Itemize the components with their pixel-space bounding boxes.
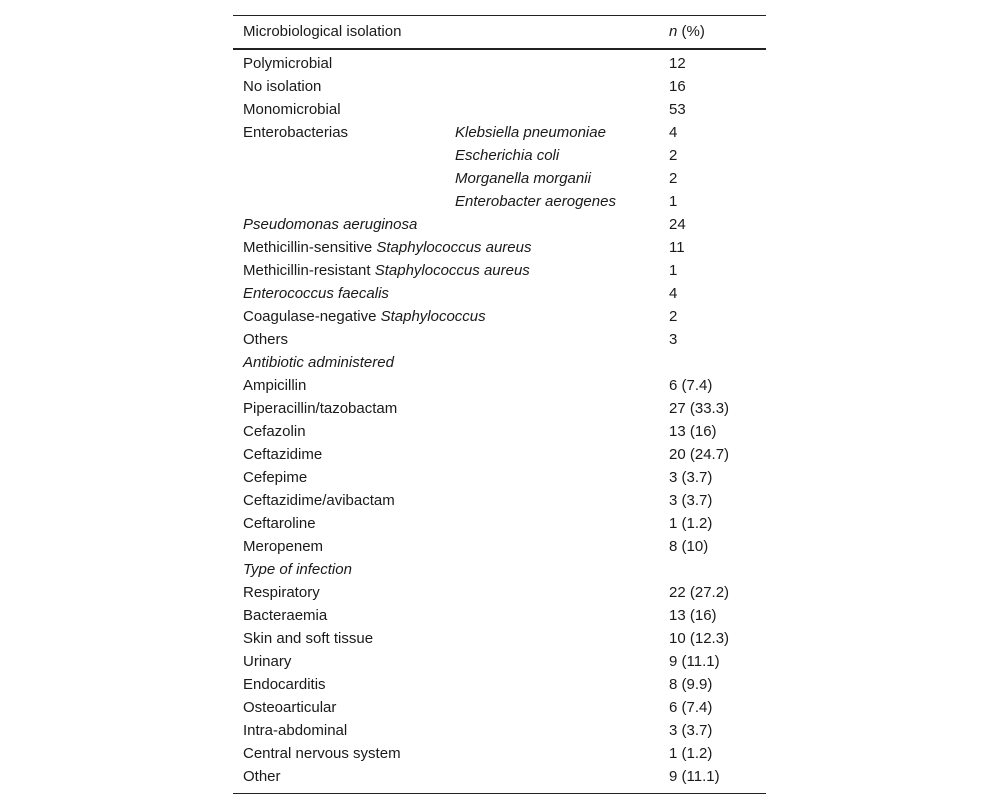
text-segment: Staphylococcus	[380, 308, 486, 325]
table-body	[233, 50, 766, 793]
cell-category	[243, 236, 531, 259]
cell-n-percent: 8 (9.9)	[669, 676, 713, 693]
table-row	[233, 604, 766, 627]
text-segment: Polymicrobial	[243, 55, 333, 72]
table-row	[233, 719, 766, 742]
cell-category	[243, 328, 288, 351]
cell-n-percent: 24	[669, 216, 686, 233]
table-row	[233, 144, 766, 167]
cell-n-percent: 8 (10)	[669, 538, 709, 555]
cell-category	[243, 305, 486, 328]
text-segment: Type of infection	[243, 561, 352, 578]
cell-category	[243, 650, 291, 673]
cell-n-percent: 20 (24.7)	[669, 446, 730, 463]
table-row	[233, 535, 766, 558]
table-row	[233, 742, 766, 765]
table-row	[233, 673, 766, 696]
table-row	[233, 374, 766, 397]
text-segment: Meropenem	[243, 538, 324, 555]
table-row	[233, 259, 766, 282]
cell-category	[243, 420, 306, 443]
table-row	[233, 213, 766, 236]
cell-n-percent: 2	[669, 147, 678, 164]
table-row	[233, 121, 766, 144]
text-segment: Enterobacterias	[243, 124, 349, 141]
table-row	[233, 581, 766, 604]
table-row	[233, 397, 766, 420]
cell-n-percent: 13 (16)	[669, 423, 717, 440]
cell-n-percent: 6 (7.4)	[669, 377, 713, 394]
table-row	[233, 558, 766, 581]
text-segment: Others	[243, 331, 289, 348]
table-row	[233, 696, 766, 719]
table-row	[233, 328, 766, 351]
cell-n-percent: 1	[669, 193, 678, 210]
cell-category	[243, 259, 530, 282]
cell-n-percent: 10 (12.3)	[669, 630, 730, 647]
table-row	[233, 627, 766, 650]
cell-category	[243, 673, 326, 696]
cell-organism	[455, 190, 616, 213]
table-row	[233, 75, 766, 98]
table-row	[233, 190, 766, 213]
cell-n-percent: 4	[669, 124, 678, 141]
cell-n-percent: 22 (27.2)	[669, 584, 730, 601]
cell-n-percent: 4	[669, 285, 678, 302]
cell-category	[243, 627, 373, 650]
cell-category	[243, 558, 352, 581]
text-segment: Monomicrobial	[243, 101, 341, 118]
table-row	[233, 443, 766, 466]
text-segment: Urinary	[243, 653, 292, 670]
text-segment: Klebsiella pneumoniae	[455, 124, 606, 141]
cell-category	[243, 696, 336, 719]
table-row	[233, 236, 766, 259]
table-row	[233, 98, 766, 121]
cell-category	[243, 719, 347, 742]
cell-n-percent: 53	[669, 101, 686, 118]
table-row	[233, 650, 766, 673]
text-segment: Other	[243, 768, 281, 785]
text-segment: Ceftazidime/avibactam	[243, 492, 395, 509]
cell-category	[243, 121, 348, 144]
text-segment: Piperacillin/tazobactam	[243, 400, 398, 417]
cell-organism	[455, 167, 591, 190]
text-segment: Cefazolin	[243, 423, 306, 440]
cell-n-percent: 2	[669, 170, 678, 187]
cell-n-percent: 9 (11.1)	[669, 653, 720, 670]
header-n-percent	[669, 16, 705, 48]
text-segment: Antibiotic administered	[243, 354, 394, 371]
text-segment: Staphylococcus aureus	[376, 239, 532, 256]
header-percent: (%)	[677, 23, 705, 40]
cell-n-percent: 1 (1.2)	[669, 515, 713, 532]
cell-category	[243, 397, 397, 420]
cell-n-percent: 3 (3.7)	[669, 492, 713, 509]
cell-category	[243, 75, 321, 98]
cell-category	[243, 604, 327, 627]
table-header	[233, 16, 766, 50]
table-row	[233, 466, 766, 489]
cell-category	[243, 374, 306, 397]
cell-category	[243, 581, 320, 604]
cell-organism	[455, 144, 559, 167]
text-segment: Bacteraemia	[243, 607, 328, 624]
cell-category	[243, 535, 323, 558]
table-row	[233, 489, 766, 512]
cell-category	[243, 213, 417, 236]
cell-category	[243, 466, 307, 489]
text-segment: Enterobacter aerogenes	[455, 193, 616, 210]
cell-n-percent: 9 (11.1)	[669, 768, 720, 785]
cell-n-percent: 1 (1.2)	[669, 745, 713, 762]
cell-category	[243, 512, 316, 535]
table-row	[233, 52, 766, 75]
header-n-symbol: n	[669, 23, 678, 40]
text-segment: Methicillin-sensitive	[243, 239, 377, 256]
text-segment: Morganella morganii	[455, 170, 591, 187]
cell-category	[243, 282, 389, 305]
table-row	[233, 765, 766, 788]
table-row	[233, 420, 766, 443]
cell-n-percent: 2	[669, 308, 678, 325]
text-segment: Osteoarticular	[243, 699, 337, 716]
text-segment: No isolation	[243, 78, 322, 95]
table-row	[233, 282, 766, 305]
text-segment: Cefepime	[243, 469, 308, 486]
text-segment: Ceftaroline	[243, 515, 316, 532]
cell-n-percent: 3	[669, 331, 678, 348]
table-row	[233, 351, 766, 374]
text-segment: Ampicillin	[243, 377, 307, 394]
cell-n-percent: 16	[669, 78, 686, 95]
text-segment: Methicillin-resistant	[243, 262, 375, 279]
cell-category	[243, 98, 341, 121]
cell-n-percent: 6 (7.4)	[669, 699, 713, 716]
text-segment: Respiratory	[243, 584, 320, 601]
text-segment: Intra-abdominal	[243, 722, 348, 739]
text-segment: Central nervous system	[243, 745, 401, 762]
cell-category	[243, 52, 332, 75]
text-segment: Pseudomonas aeruginosa	[243, 216, 418, 233]
cell-organism	[455, 121, 606, 144]
cell-category	[243, 765, 281, 788]
cell-category	[243, 489, 395, 512]
cell-n-percent: 3 (3.7)	[669, 469, 713, 486]
text-segment: Skin and soft tissue	[243, 630, 374, 647]
cell-n-percent: 11	[669, 239, 685, 256]
text-segment: Enterococcus faecalis	[243, 285, 389, 302]
cell-n-percent: 27 (33.3)	[669, 400, 730, 417]
text-segment: Coagulase-negative	[243, 308, 381, 325]
text-segment: Escherichia coli	[455, 147, 560, 164]
cell-category	[243, 742, 401, 765]
cell-category	[243, 443, 322, 466]
header-isolation: Microbiological isolation	[243, 23, 402, 40]
cell-n-percent: 12	[669, 55, 686, 72]
data-table	[233, 15, 766, 794]
table-row	[233, 167, 766, 190]
cell-n-percent: 1	[669, 262, 678, 279]
cell-category	[243, 351, 394, 374]
text-segment: Ceftazidime	[243, 446, 323, 463]
table-row	[233, 305, 766, 328]
cell-n-percent: 13 (16)	[669, 607, 717, 624]
text-segment: Staphylococcus aureus	[374, 262, 530, 279]
table-row	[233, 512, 766, 535]
cell-n-percent: 3 (3.7)	[669, 722, 713, 739]
text-segment: Endocarditis	[243, 676, 326, 693]
